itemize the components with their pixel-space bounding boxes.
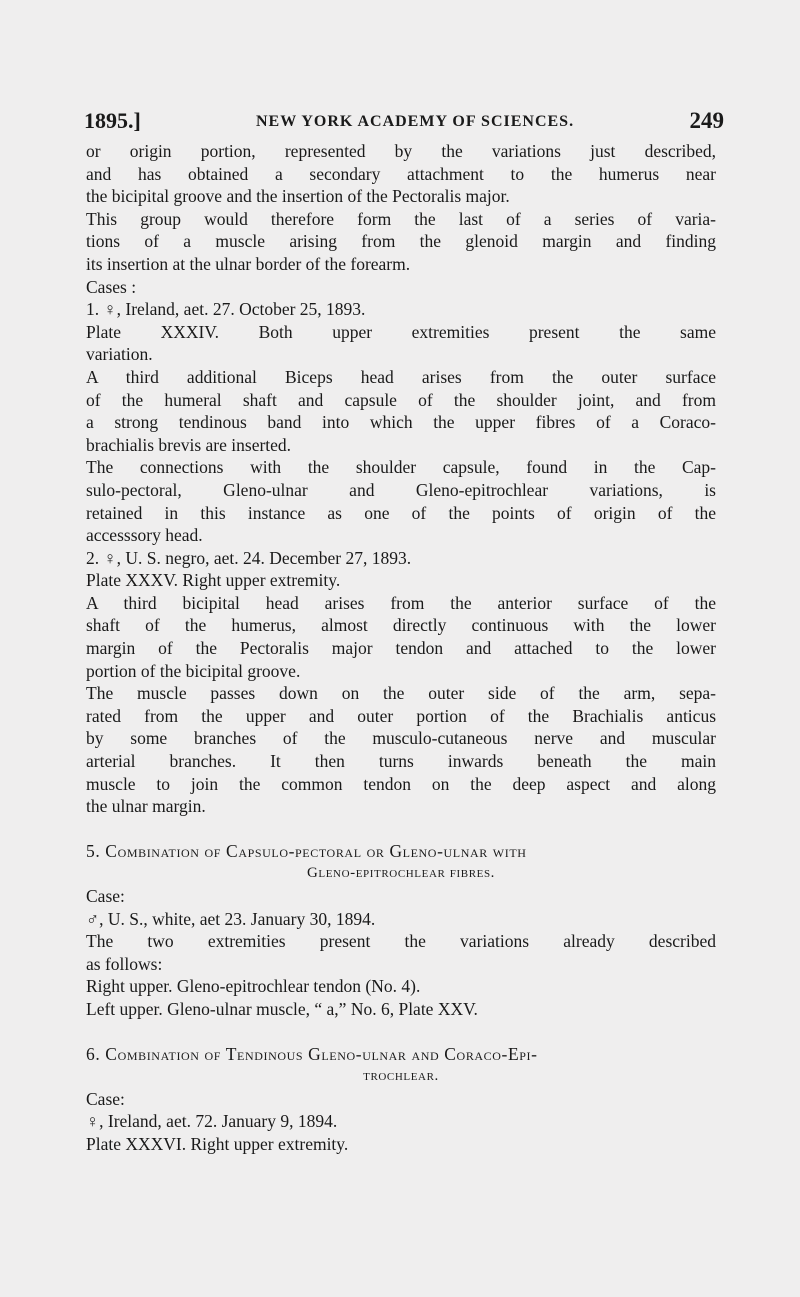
text-line: rated from the upper and outer portion of the Brachialis anticus bbox=[86, 705, 716, 726]
text-line: as follows: bbox=[86, 953, 163, 974]
text-line: portion of the bicipital groove. bbox=[86, 660, 301, 681]
text-line: This group would therefore form the last of a series of varia- bbox=[86, 208, 716, 229]
text-line: A third bicipital head arises from the anterior surface of the bbox=[86, 592, 716, 613]
text-line: tions of a muscle arising from the glenoid margin and finding bbox=[86, 231, 716, 252]
section-6-heading-continued: trochlear. bbox=[363, 1068, 439, 1085]
text-line: shaft of the humerus, almost directly continuous with the lower bbox=[86, 615, 716, 636]
section-spacer bbox=[86, 1021, 716, 1043]
text-line: by some branches of the musculo-cutaneous nerve and muscular bbox=[86, 728, 716, 749]
text-line: 2. ♀, U. S. negro, aet. 24. December 27, 1893. bbox=[86, 547, 412, 568]
section-spacer bbox=[86, 818, 716, 840]
header-year: 1895.] bbox=[84, 108, 141, 133]
running-header bbox=[84, 108, 724, 138]
text-line: Left upper. Gleno-ulnar muscle, “ a,” No. 6, Plate XXV. bbox=[86, 998, 478, 1019]
text-line: of the humeral shaft and capsule of the shoulder joint, and from bbox=[86, 389, 716, 410]
text-line: ♀, Ireland, aet. 72. January 9, 1894. bbox=[86, 1111, 338, 1132]
journal-page bbox=[84, 108, 724, 1154]
text-line: Plate XXXV. Right upper extremity. bbox=[86, 570, 341, 591]
section-5-heading: 5. Combination of Capsulo-pectoral or Gleno-ulnar with bbox=[86, 840, 527, 861]
section-6-heading: 6. Combination of Tendinous Gleno-ulnar and Coraco-Epi- bbox=[86, 1043, 538, 1064]
text-line: or origin portion, represented by the variations just described, bbox=[86, 141, 716, 161]
text-line: accesssory head. bbox=[86, 525, 203, 546]
text-line: arterial branches. It then turns inwards beneath the main bbox=[86, 751, 716, 772]
text-line: margin of the Pectoralis major tendon and attached to the lower bbox=[86, 638, 716, 659]
text-line: A third additional Biceps head arises from the outer surface bbox=[86, 366, 716, 387]
body-text bbox=[86, 140, 716, 1156]
text-line: The two extremities present the variations already described bbox=[86, 931, 716, 952]
text-line: a strong tendinous band into which the upper fibres of a Coraco- bbox=[86, 412, 716, 433]
section-5-heading-continued: Gleno-epitrochlear fibres. bbox=[306, 865, 496, 882]
text-line: sulo-pectoral, Gleno-ulnar and Gleno-epitrochlear variations, is bbox=[86, 479, 716, 500]
text-line: the bicipital groove and the insertion of the Pectoralis major. bbox=[86, 186, 510, 207]
text-line: retained in this instance as one of the points of origin of the bbox=[86, 502, 716, 523]
text-line: The connections with the shoulder capsule, found in the Cap- bbox=[86, 457, 716, 478]
text-line: brachialis brevis are inserted. bbox=[86, 434, 292, 455]
text-line: The muscle passes down on the outer side of the arm, sepa- bbox=[86, 683, 716, 704]
text-line: muscle to join the common tendon on the deep aspect and along bbox=[86, 773, 716, 794]
text-line: Case: bbox=[86, 1088, 125, 1109]
text-line: Case: bbox=[86, 886, 125, 906]
page-number: 249 bbox=[689, 108, 724, 133]
text-line: and has obtained a secondary attachment to the humerus near bbox=[86, 163, 716, 184]
text-line: the ulnar margin. bbox=[86, 796, 206, 817]
text-line: ♂, U. S., white, aet 23. January 30, 1894. bbox=[86, 908, 376, 929]
text-line: variation. bbox=[86, 344, 153, 365]
text-line: Right upper. Gleno-epitrochlear tendon (No. 4). bbox=[86, 976, 421, 997]
journal-title: NEW YORK ACADEMY OF SCIENCES. bbox=[256, 113, 575, 130]
text-line: Cases : bbox=[86, 276, 137, 297]
text-line: 1. ♀, Ireland, aet. 27. October 25, 1893. bbox=[86, 299, 366, 320]
text-line: Plate XXXIV. Both upper extremities present the same bbox=[86, 321, 716, 342]
text-line: Plate XXXVI. Right upper extremity. bbox=[86, 1133, 349, 1154]
text-line: its insertion at the ulnar border of the forearm. bbox=[86, 253, 411, 274]
